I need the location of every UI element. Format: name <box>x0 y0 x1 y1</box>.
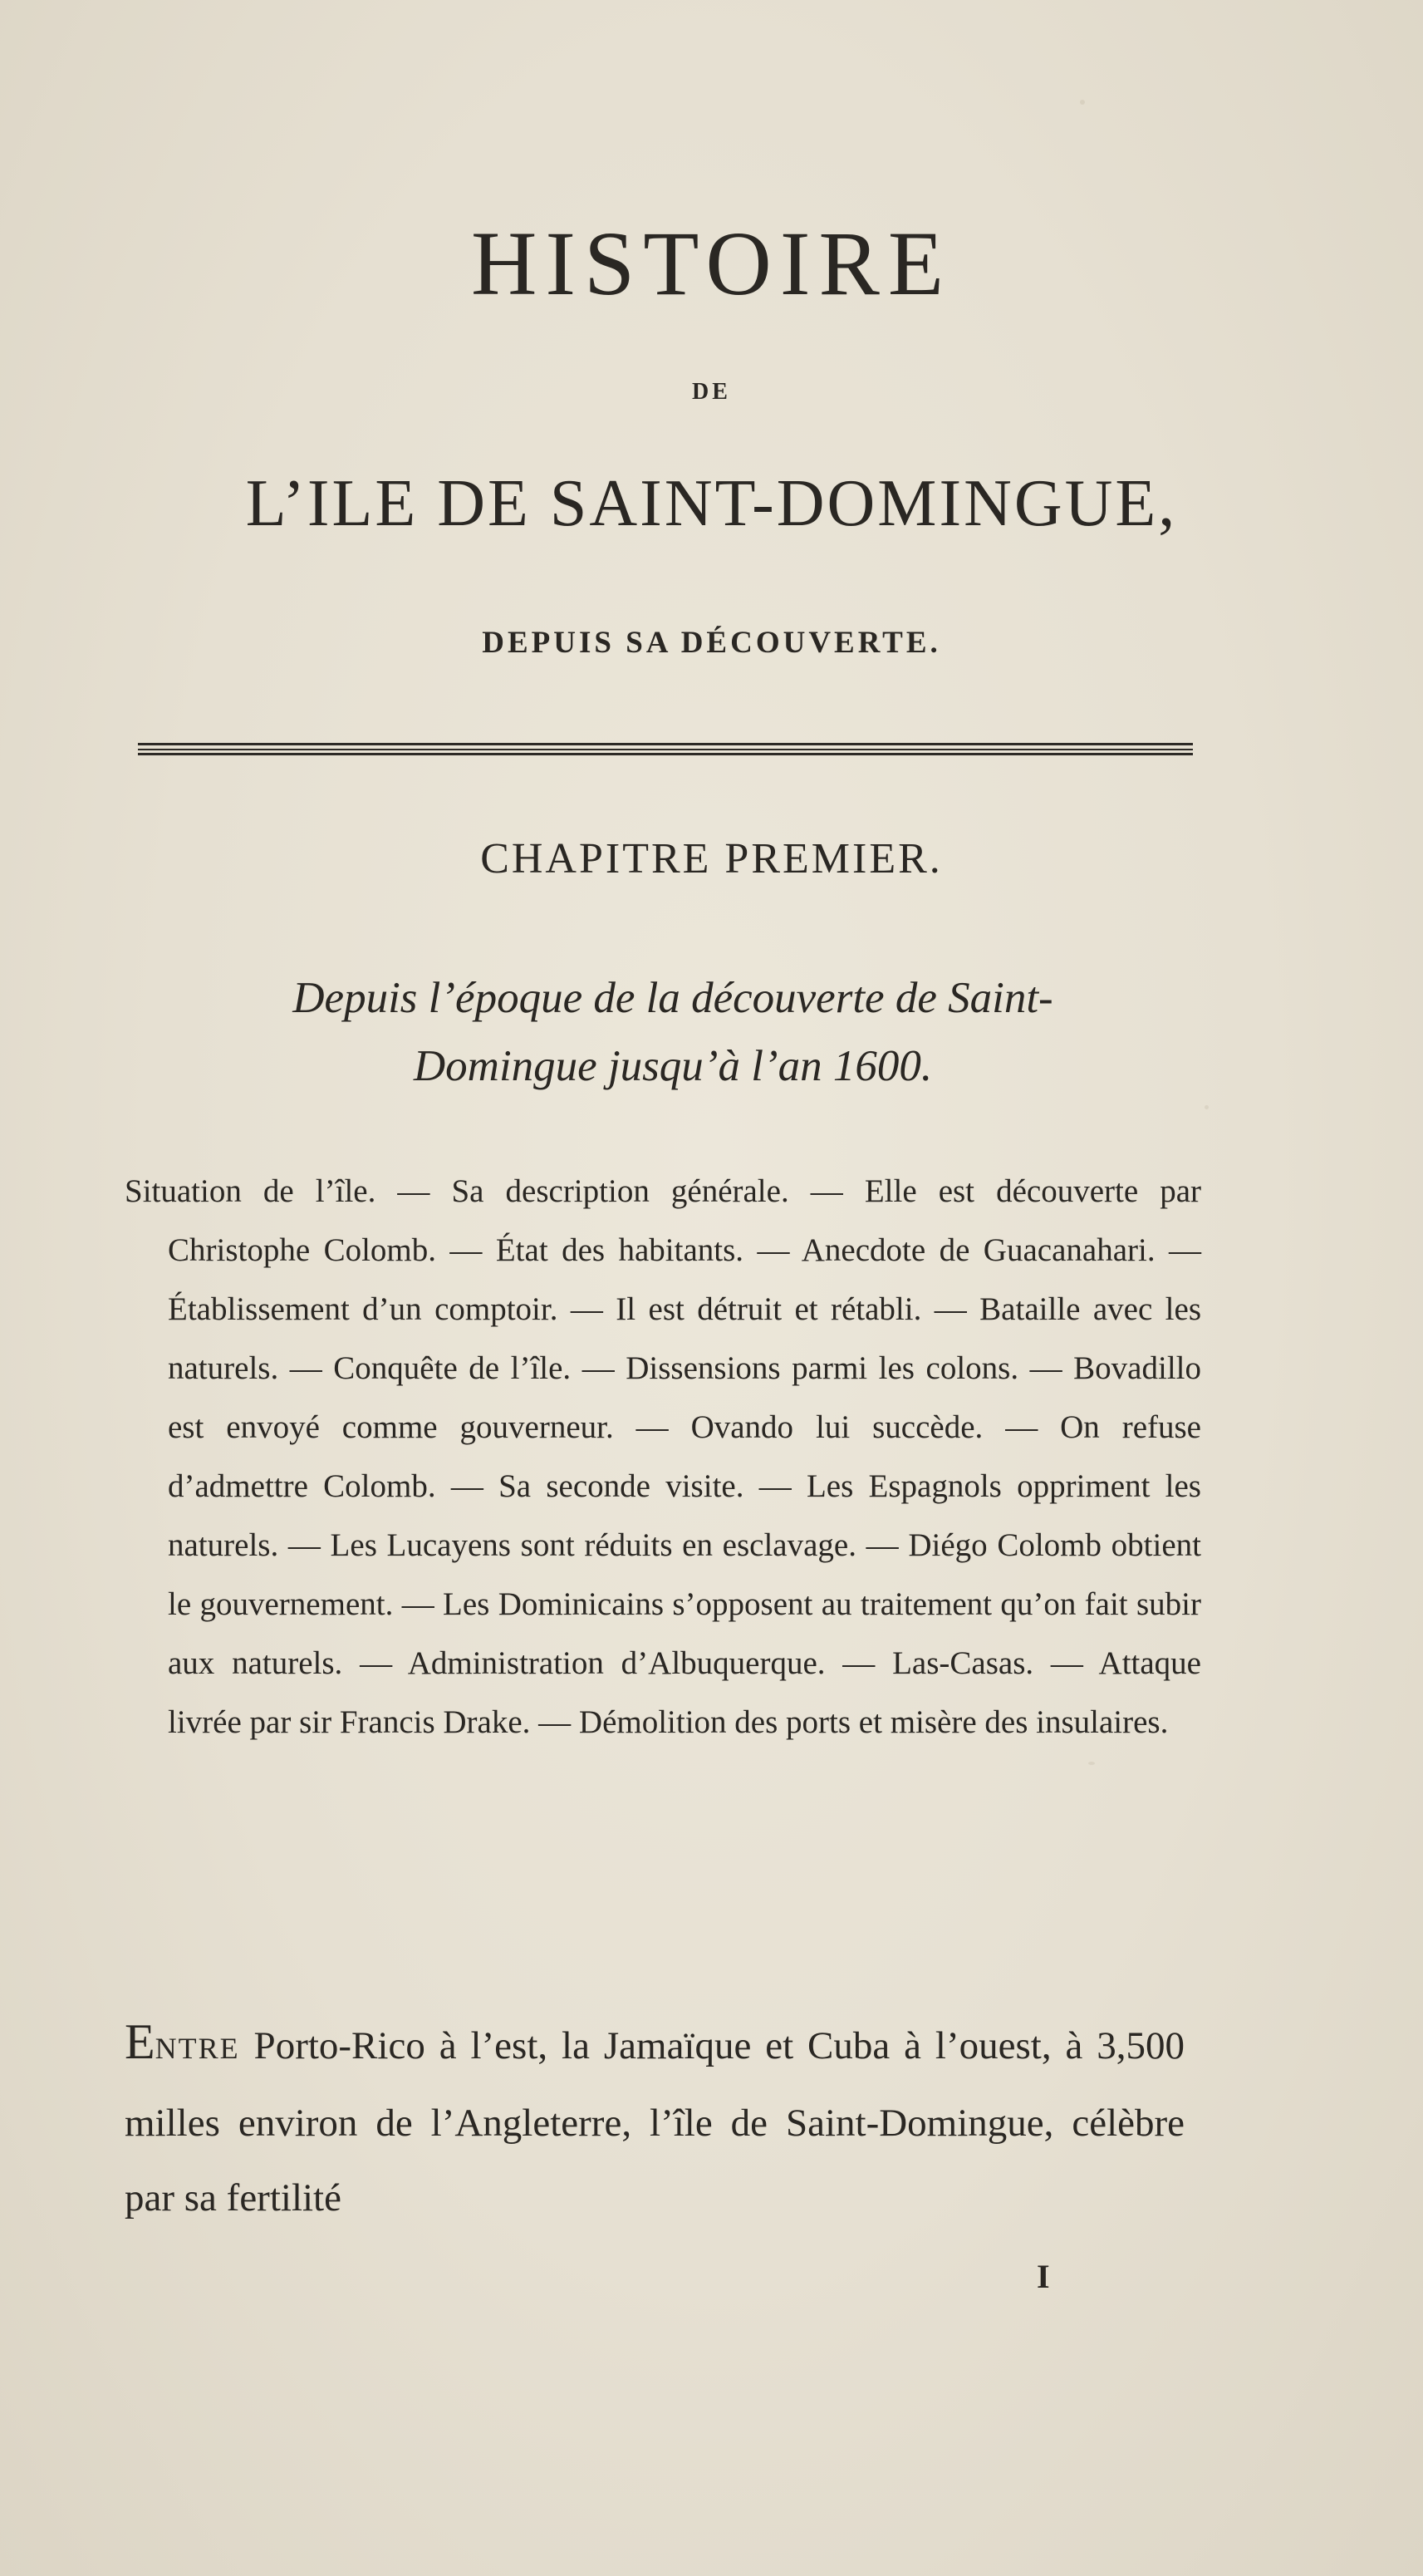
paper-spot <box>1088 1762 1095 1765</box>
paper-spot <box>1205 1105 1209 1109</box>
title-connector: DE <box>692 379 731 405</box>
signature-mark: I <box>1037 2258 1050 2295</box>
body-text: Porto-Rico à l’est, la Jamaïque et Cuba à l’ouest, à 3,500 milles environ de l’Angleterre, l’île de Saint-Domingue, célèbre par sa fertilité <box>125 2024 1185 2220</box>
chapter-subtitle-line-1: Depuis l’époque de la découverte de Saint- <box>292 974 1053 1022</box>
small-caps-word: NTRE <box>155 2032 240 2065</box>
chapter-summary <box>125 1162 1201 1752</box>
drop-capital: E <box>125 2014 155 2069</box>
chapter-summary-text: Situation de l’île. — Sa description générale. — Elle est découverte par Christophe Colomb. — État des habitants. — Anecdote de Guacanahari. — Établissement d’un comptoir. — Il est détruit et rétabli. — Bataille avec les naturels. — Conquête de l’île. — Dissensions parmi les colons. — Bovadillo est envoyé comme gouverneur. — Ovando lui succède. — On refuse d’admettre Colomb. — Sa seconde visite. — Les Espagnols oppriment les naturels. — Les Lucayens sont réduits en esclavage. — Diégo Colomb obtient le gouvernement. — Les Dominicains s’opposent au traitement qu’on fait subir aux naturels. — Administration d’Albuquerque. — Las-Casas. — Attaque livrée par sir Francis Drake. — Démolition des ports et misère des insulaires. <box>125 1173 1201 1740</box>
chapter-subtitle <box>141 964 1205 1100</box>
decorative-rule <box>138 743 1193 756</box>
chapter-subtitle-line-2: Domingue jusqu’à l’an 1600. <box>413 1042 933 1090</box>
paper-spot <box>1080 100 1085 105</box>
title-since: DEPUIS SA DÉCOUVERTE. <box>482 626 941 660</box>
book-title: HISTOIRE <box>470 213 953 314</box>
chapter-heading: CHAPITRE PREMIER. <box>480 835 943 882</box>
title-place: L’ILE DE SAINT-DOMINGUE, <box>245 467 1178 540</box>
body-paragraph-text <box>125 2004 1185 2235</box>
body-paragraph <box>125 2004 1185 2235</box>
